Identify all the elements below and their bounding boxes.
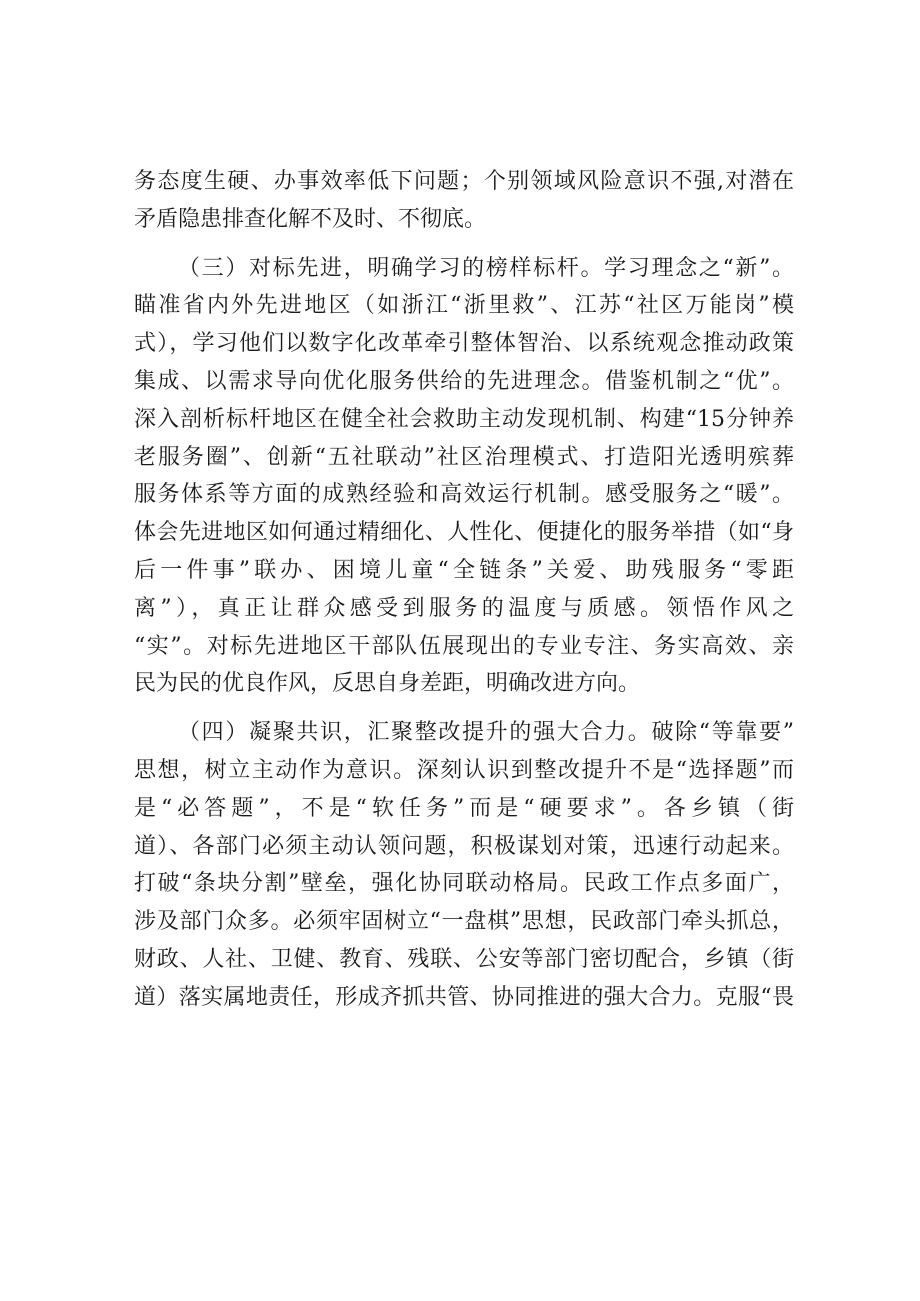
text-line: 体会先进地区如何通过精细化、人性化、便捷化的服务举措（如“身 [134, 520, 794, 546]
text-line: （三）对标先进，明确学习的榜样标杆。学习理念之“新”。 [178, 255, 794, 281]
text-line: 财政、人社、卫健、教育、残联、公安等部门密切配合，乡镇（街 [134, 946, 794, 972]
text-line: 是“必答题”，不是“软任务”而是“硬要求”。各乡镇（街 [134, 795, 794, 821]
text-line: 离”），真正让群众感受到服务的温度与质感。领悟作风之 [134, 595, 794, 621]
text-line: 民为民的优良作风，反思自身差距，明确改进方向。 [134, 671, 641, 697]
text-line: 老服务圈”、创新“五社联动”社区治理模式、打造阳光透明殡葬 [134, 444, 794, 470]
text-line: 瞄准省内外先进地区（如浙江“浙里救”、江苏“社区万能岗”模 [134, 293, 794, 319]
text-line: 打破“条块分割”壁垒，强化协同联动格局。民政工作点多面广， [134, 871, 794, 897]
document-body [134, 163, 794, 1017]
text-line: 涉及部门众多。必须牢固树立“一盘棋”思想，民政部门牵头抓总， [134, 909, 794, 935]
text-line: 集成、以需求导向优化服务供给的先进理念。借鉴机制之“优”。 [134, 368, 794, 394]
text-line: “实”。对标先进地区干部队伍展现出的专业专注、务实高效、亲 [134, 633, 794, 659]
text-line: （四）凝聚共识，汇聚整改提升的强大合力。破除“等靠要” [178, 720, 794, 746]
text-line: 道）落实属地责任，形成齐抓共管、协同推进的强大合力。克服“畏 [134, 984, 794, 1010]
text-line: 深入剖析标杆地区在健全社会救助主动发现机制、构建“15分钟养 [134, 406, 794, 432]
paragraph-continuation [134, 163, 794, 239]
text-line: 思想，树立主动作为意识。深刻认识到整改提升不是“选择题”而 [134, 757, 794, 783]
text-line: 式），学习他们以数字化改革牵引整体智治、以系统观念推动政策 [134, 331, 794, 357]
text-line: 矛盾隐患排查化解不及时、不彻底。 [134, 206, 487, 232]
text-line: 道）、各部门必须主动认领问题，积极谋划对策，迅速行动起来。 [134, 833, 794, 859]
text-line: 务态度生硬、办事效率低下问题；个别领域风险意识不强,对潜在 [134, 169, 794, 194]
text-line: 服务体系等方面的成熟经验和高效运行机制。感受服务之“暖”。 [134, 482, 794, 508]
paragraph-section-four [134, 714, 794, 1016]
text-line: 后一件事”联办、困境儿童“全链条”关爱、助残服务“零距 [134, 557, 794, 583]
paragraph-section-three [134, 250, 794, 704]
